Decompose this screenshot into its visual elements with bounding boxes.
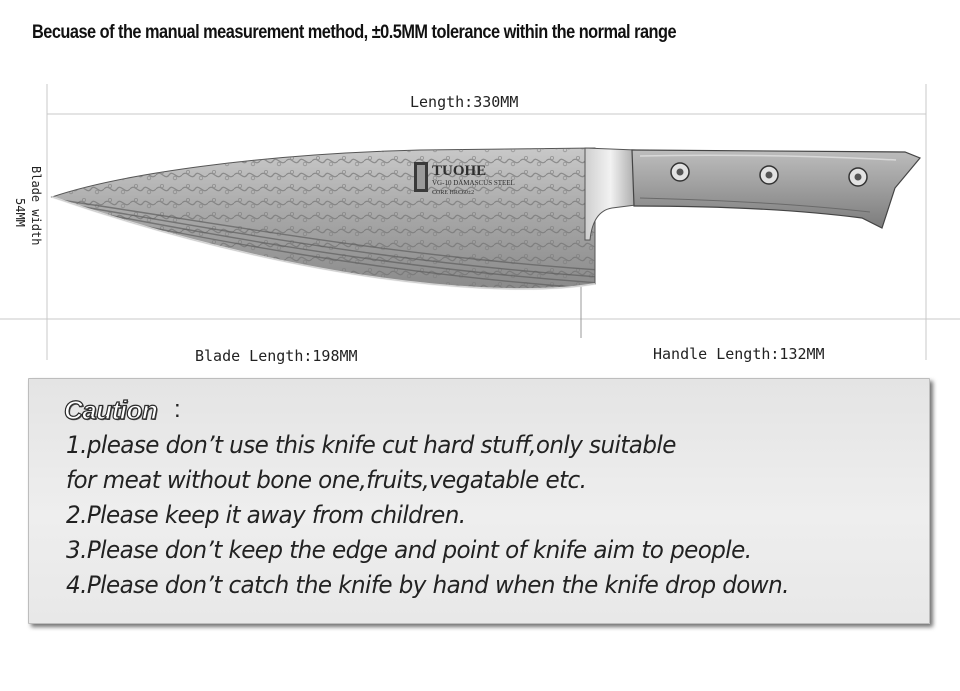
handle-length-label: Handle Length:132MM: [653, 345, 825, 363]
measurement-note: Becuase of the manual measurement method, ±0.5MM tolerance within the normal range: [32, 22, 677, 43]
blade-width-dimension: [11, 166, 51, 276]
caution-colon: :: [174, 396, 181, 423]
knife-blade: [40, 140, 600, 300]
caution-line-5: 4.Please don’t catch the knife by hand when the knife drop down.: [66, 571, 789, 599]
blade-width-value: 54MM: [13, 198, 27, 227]
caution-line-2: for meat without bone one,fruits,vegatable etc.: [66, 466, 587, 494]
engraving-steel: VG-10 DAMASCUS STEEL: [432, 179, 515, 187]
caution-line-3: 2.Please keep it away from children.: [66, 501, 466, 529]
caution-title: Caution: [64, 395, 158, 425]
total-length-label: Length:330MM: [410, 93, 519, 111]
blade-length-label: Blade Length:198MM: [195, 347, 358, 365]
knife-handle: [632, 150, 920, 228]
caution-line-1: 1.please don’t use this knife cut hard stuff,only suitable: [66, 431, 676, 459]
blade-width-label: Blade width: [29, 166, 43, 246]
engraving-brand: TUOHE: [432, 163, 487, 179]
knife-bolster: [585, 148, 636, 240]
knife-dimension-drawing: [0, 70, 960, 380]
engraving-hrc: CORE HRC60±2: [432, 190, 475, 196]
caution-line-4: 3.Please don’t keep the edge and point of knife aim to people.: [66, 536, 752, 564]
caution-list: [66, 428, 789, 603]
caution-panel: [28, 378, 930, 624]
